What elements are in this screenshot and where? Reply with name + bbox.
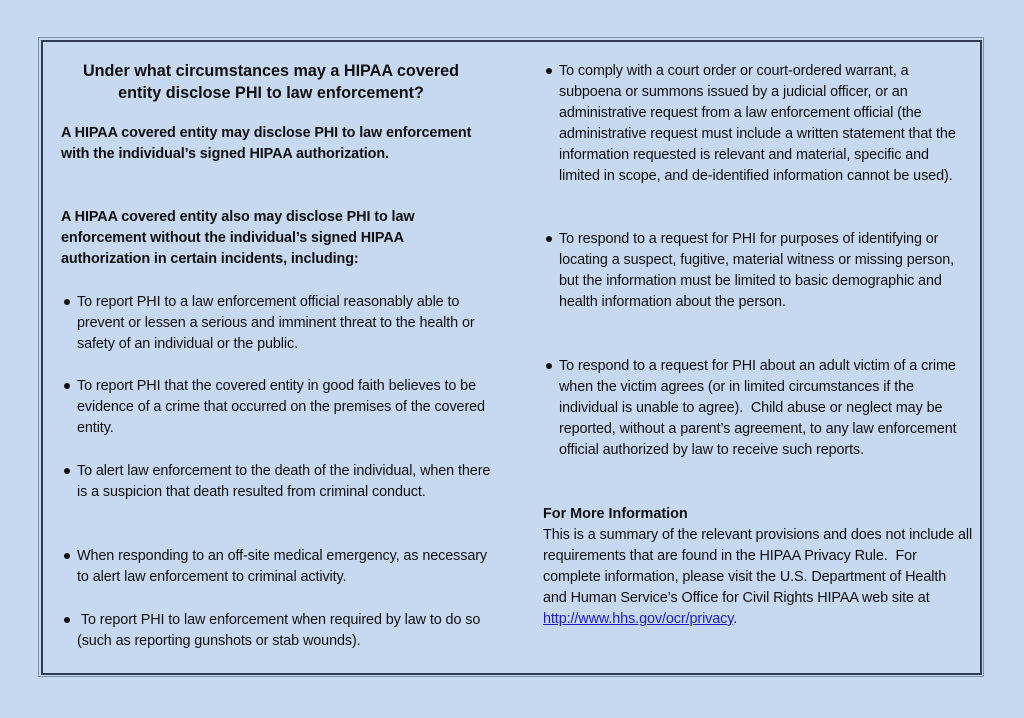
more-info-heading: For More Information xyxy=(543,506,688,522)
list-item-text: To report PHI that the covered entity in good faith believes to be evidence of a crime that occurred on the premises of the covered entity. xyxy=(77,378,485,436)
list-item xyxy=(543,61,973,187)
bullet-icon xyxy=(64,553,70,559)
list-item xyxy=(543,229,973,313)
list-item-text: To report PHI to a law enforcement official reasonably able to prevent or lessen a serious and imminent threat to the health or safety of an individual or the public. xyxy=(77,294,475,352)
list-item xyxy=(61,292,501,355)
list-item-text: When responding to an off-site medical emergency, as necessary to alert law enforcement to criminal activity. xyxy=(77,548,488,585)
bullet-icon xyxy=(546,68,552,74)
list-item xyxy=(61,546,501,588)
bullet-icon xyxy=(546,363,552,369)
hhs-privacy-link[interactable]: http://www.hhs.gov/ocr/privacy xyxy=(543,611,734,627)
more-info-text: This is a summary of the relevant provisions and does not include all requirements that are found in the HIPAA Privacy Rule. For complete information, please visit the U.S. Department of Health and Human Service’s Office for Civil Rights HIPAA web site at xyxy=(543,527,976,606)
list-item-text: To alert law enforcement to the death of the individual, when there is a suspicion that death resulted from criminal conduct. xyxy=(77,463,491,500)
title-line-2: entity disclose PHI to law enforcement? xyxy=(118,84,424,102)
list-item xyxy=(543,356,973,461)
list-item-text: To respond to a request for PHI for purposes of identifying or locating a suspect, fugitive, material witness or missing person, but the information must be limited to basic demographic and health information about the person. xyxy=(559,231,955,310)
bullet-icon xyxy=(64,299,70,305)
document-title xyxy=(61,60,481,104)
list-item xyxy=(61,376,501,439)
bullet-icon xyxy=(64,617,70,623)
more-info-trailing: . xyxy=(733,611,738,627)
list-item-text: To comply with a court order or court-ordered warrant, a subpoena or summons issued by a judicial officer, or an administrative request from a law enforcement official (the administrative request must include a written statement that the information requested is relevant and material, specific and limited in scope, and de-identified information cannot be used). xyxy=(559,63,956,184)
bullet-icon xyxy=(64,468,70,474)
list-item xyxy=(61,610,501,652)
intro-without-authorization: A HIPAA covered entity also may disclose PHI to law enforcement without the individual’s signed HIPAA authorization in certain incidents, including: xyxy=(61,209,415,267)
list-item-text: To report PHI to law enforcement when required by law to do so (such as reporting gunshots or stab wounds). xyxy=(77,612,485,649)
more-info-body xyxy=(543,525,976,630)
list-item-text: To respond to a request for PHI about an adult victim of a crime when the victim agrees (or in limited circumstances if the individual is unable to agree). Child abuse or neglect may be reported, without a parent’s agreement, to any law enforcement official authorized by law to receive such reports. xyxy=(559,358,961,458)
bullet-icon xyxy=(64,383,70,389)
bullet-icon xyxy=(546,236,552,242)
intro-with-authorization: A HIPAA covered entity may disclose PHI to law enforcement with the individual’s signed HIPAA authorization. xyxy=(61,125,472,162)
title-line-1: Under what circumstances may a HIPAA covered xyxy=(82,62,460,80)
list-item xyxy=(61,461,501,503)
